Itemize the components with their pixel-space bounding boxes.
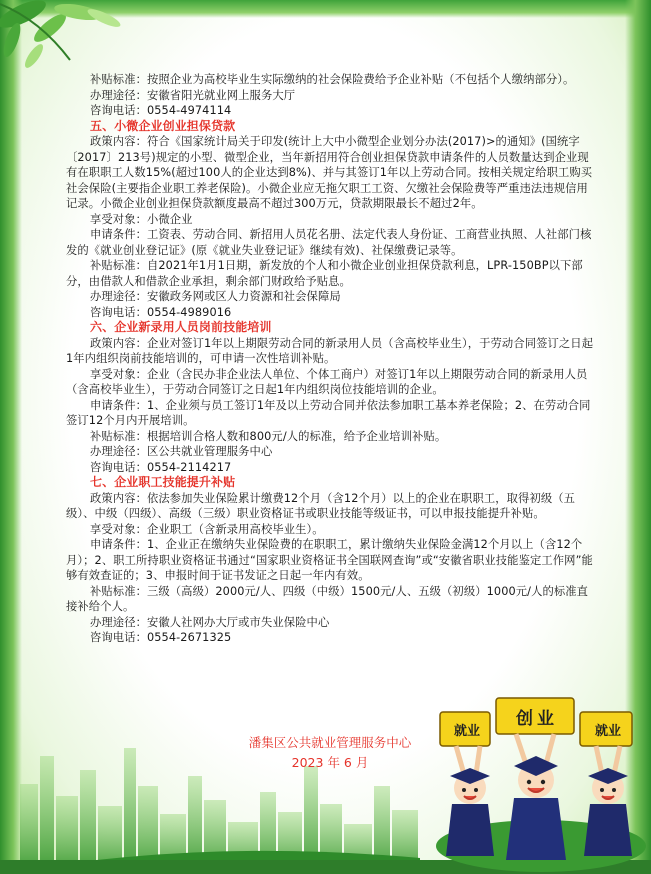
policy-paragraph: 咨询电话：0554-4989016: [90, 305, 232, 319]
policy-paragraph: 享受对象：小微企业: [90, 212, 193, 226]
section-heading: 六、企业新录用人员岗前技能培训: [90, 320, 272, 334]
policy-paragraph: 办理途径：安徽政务网或区人力资源和社会保障局: [90, 290, 341, 303]
policy-paragraph: 政策内容：企业对签订1年以上期限劳动合同的新录用人员（含高校毕业生），于劳动合同签订之日起1年内组织岗前技能培训的，可申请一次性培训补贴。: [66, 336, 594, 365]
policy-paragraph: 补贴标准：自2021年1月1日期，新发放的个人和小微企业创业担保贷款利息，LPR-150BP以下部分，由借款人和借款企业承担，剩余部门财政给予贴息。: [66, 259, 583, 288]
footer-date: 2023 年 6 月: [291, 755, 369, 770]
policy-paragraph: 享受对象：企业（含民办非企业法人单位、个体工商户）对签订1年以上期限劳动合同的新录用人员（含高校毕业生），于劳动合同签订之日起1年内组织岗位技能培训的企业。: [66, 367, 588, 396]
leaves-decoration: [0, 0, 140, 80]
policy-paragraph: 咨询电话：0554-4974114: [90, 104, 232, 117]
section-heading: 五、小微企业创业担保贷款: [90, 118, 236, 133]
footer-organization: 潘集区公共就业管理服务中心: [248, 735, 412, 750]
policy-paragraph: 补贴标准：按照企业为高校毕业生实际缴纳的社会保险费给予企业补贴（不包括个人缴纳部分）。: [90, 73, 575, 86]
policy-paragraph: 享受对象：企业职工（含新录用高校毕业生）。: [90, 522, 324, 536]
sign-left: 就业: [453, 724, 480, 739]
policy-paragraph: 办理途径：区公共就业管理服务中心: [90, 445, 273, 458]
policy-paragraph: 补贴标准：根据培训合格人数和800元/人的标准，给予企业培训补贴。: [90, 429, 447, 443]
policy-paragraph: 咨询电话：0554-2671325: [90, 631, 232, 644]
sign-right: 就业: [594, 724, 621, 739]
section-heading: 七、企业职工技能提升补贴: [90, 475, 236, 489]
policy-paragraph: 办理途径：安徽人社网办大厅或市失业保险中心: [90, 615, 330, 629]
policy-content: [66, 72, 596, 646]
policy-paragraph: 政策内容：符合《国家统计局关于印发(统计上大中小微型企业划分办法(2017)>的通知》(国统字〔2017〕213号)规定的小型、微型企业，当年新招用符合创业担保贷款申请条件的人员数量达到企业现有在职职工人数15%(超过100人的企业达到8%)、并与其签订1年以上劳动合同。按相关规定给职工购买社会保险(主要指企业职工养老保险)。小微企业应无拖欠职工工资、欠缴社会保险费等严重违法违规信用记录。小微企业创业担保贷款额度最高不超过300万元，贷款期限最长不超过2年。: [66, 135, 593, 210]
policy-paragraph: 政策内容：依法参加失业保险累计缴费12个月（含12个月）以上的企业在职职工，取得初级（五级）、中级（四级）、高级（三级）职业资格证书或职业技能等级证书，可以申报技能提升补贴。: [66, 491, 576, 520]
policy-paragraph: 办理途径：安徽省阳光就业网上服务大厅: [90, 88, 296, 102]
sign-center: 创业: [516, 709, 558, 729]
policy-paragraph: 申请条件：1、企业正在缴纳失业保险费的在职职工，累计缴纳失业保险金满12个月以上（含12个月）；2、职工所持职业资格证书通过“国家职业资格证书全国联网查询”或“安徽省职业技能鉴定工作网”能够有效查证的；3、申报时间于证书发证之日起一年内有效。: [66, 538, 593, 582]
policy-paragraph: 补贴标准：三级（高级）2000元/人、四级（中级）1500元/人、五级（初级）1000元/人的标准直接补给个人。: [66, 584, 589, 613]
policy-paragraph: 咨询电话：0554-2114217: [90, 460, 232, 474]
policy-paragraph: 申请条件：工资表、劳动合同、新招用人员花名册、法定代表人身份证、工商营业执照、人社部门核发的《就业创业登记证》(原《就业失业登记证》继续有效)、社保缴费记录等。: [66, 228, 592, 257]
policy-paragraph: 申请条件：1、企业须与员工签订1年及以上劳动合同并依法参加职工基本养老保险；2、在劳动合同签订12个月内开展培训。: [66, 398, 591, 427]
